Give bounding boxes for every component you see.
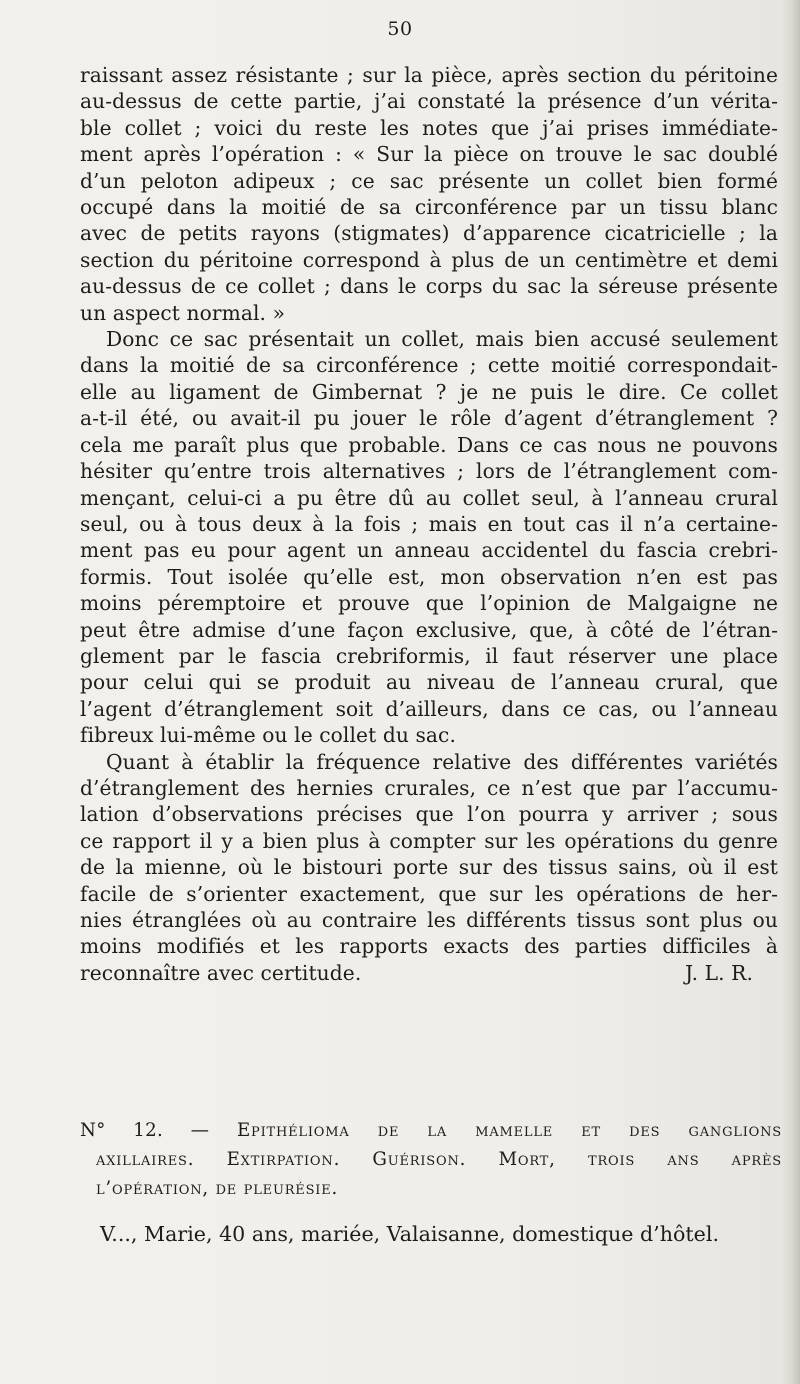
text-line: facile de s’orienter exactement, que sur les opérations de her- [80,881,778,906]
text-line: d’un peloton adipeux ; ce sac présente un collet bien formé [80,168,778,193]
text-line: moins péremptoire et prouve que l’opinion de Malgaigne ne [80,591,778,616]
body-text [80,62,778,986]
case-title: Epithélioma de la mamelle et des ganglions [236,1120,782,1141]
text-line: au-dessus de cette partie, j’ai constaté la présence d’un vérita- [80,89,778,114]
text-line: raissant assez résistante ; sur la pièce, après section du péritoine [80,63,778,87]
text-line: glement par le fascia crebriformis, il faut réserver une place [80,643,778,668]
text-line: un aspect normal. » [80,300,286,325]
text-line: formis. Tout isolée qu’elle est, mon observation n’en est pas [80,564,778,589]
text-line: pour celui qui se produit au niveau de l’anneau crural, que [80,670,778,695]
case-heading-line: l’opération, de pleurésie. [96,1178,339,1199]
patient-line: V..., Marie, 40 ans, mariée, Valaisanne, domestique d’hôtel. [100,1222,719,1246]
case-heading [80,1116,782,1203]
text-line: ment pas eu pour agent un anneau accidentel du fascia crebri- [80,538,778,563]
text-line: occupé dans la moitié de sa circonférence par un tissu blanc [80,195,778,220]
text-line: lation d’observations précises que l’on pourra y arriver ; sous [80,802,778,827]
text-line: ce rapport il y a bien plus à compter sur les opérations du genre [80,828,778,853]
text-line: reconnaître avec certitude. [80,960,362,985]
text-line: dans la moitié de sa circonférence ; cette moitié correspondait- [80,353,778,378]
text-line: avec de petits rayons (stigmates) d’apparence cicatricielle ; la [80,221,778,246]
text-line: section du péritoine correspond à plus de un centimètre et demi [80,247,778,272]
text-line: a-t-il été, ou avait-il pu jouer le rôle d’agent d’étranglement ? [80,406,778,431]
text-line: Quant à établir la fréquence relative des différentes variétés [106,749,778,774]
text-line: cela me paraît plus que probable. Dans ce cas nous ne pouvons [80,432,778,457]
text-line: hésiter qu’entre trois alternatives ; lors de l’étranglement com- [80,459,778,484]
page-number: 50 [387,18,413,40]
case-heading-line: axillaires. Extirpation. Guérison. Mort, trois ans après [96,1149,782,1170]
text-line: l’agent d’étranglement soit d’ailleurs, dans ce cas, ou l’anneau [80,696,778,721]
case-heading-line [80,1116,782,1145]
text-line: peut être admise d’une façon exclusive, que, à côté de l’étran- [80,617,778,642]
page-edge-shadow [782,0,800,1384]
text-line: ble collet ; voici du reste les notes que j’ai prises immédiate- [80,115,778,140]
text-line: nies étranglées où au contraire les différents tissus sont plus ou [80,908,778,932]
closing-line [80,960,778,986]
case-number: N° 12. — [80,1120,210,1141]
text-line: seul, ou à tous deux à la fois ; mais en tout cas il n’a certaine- [80,511,778,536]
text-line: de la mienne, où le bistouri porte sur des tissus sains, où il est [80,855,778,880]
text-line: Donc ce sac présentait un collet, mais bien accusé seulement [106,327,778,352]
text-line: au-dessus de ce collet ; dans le corps du sac la séreuse présente [80,274,778,299]
text-line: moins modifiés et les rapports exacts des parties difficiles à [80,934,778,959]
text-line: d’étranglement des hernies crurales, ce n’est que par l’accumu- [80,775,778,800]
text-line: elle au ligament de Gimbernat ? je ne puis le dire. Ce collet [80,379,778,404]
text-line: mençant, celui-ci a pu être dû au collet seul, à l’anneau crural [80,485,778,510]
text-line: fibreux lui-même ou le collet du sac. [80,723,456,748]
text-line: ment après l’opération : « Sur la pièce on trouve le sac doublé [80,142,778,167]
author-initials: J. L. R. [684,960,753,985]
